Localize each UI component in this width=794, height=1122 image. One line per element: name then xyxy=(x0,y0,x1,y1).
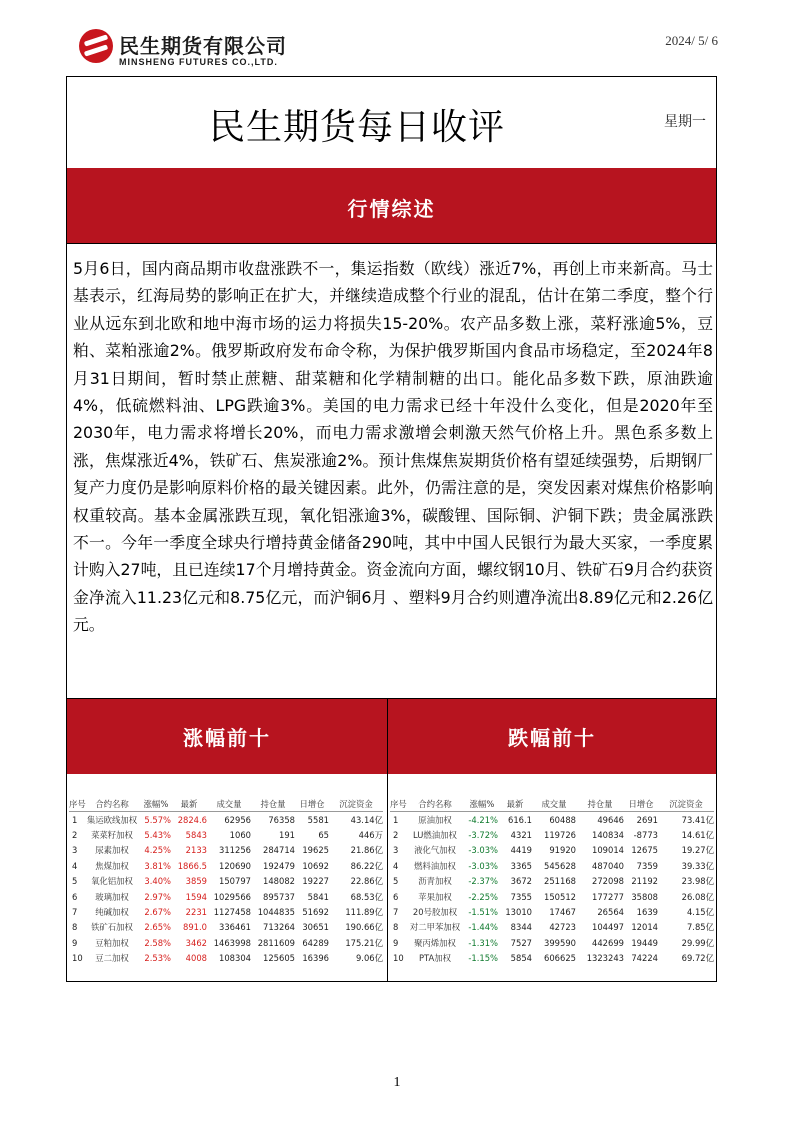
table-cell: 119726 xyxy=(544,830,576,841)
table-row xyxy=(390,858,714,873)
table-row xyxy=(390,812,714,828)
column-header: 成交量 xyxy=(532,797,576,812)
table-cell: 9 xyxy=(72,937,78,948)
table-cell: 2.97% xyxy=(144,891,171,902)
table-cell: 68.53亿 xyxy=(350,891,383,902)
table-cell: 3.40% xyxy=(144,876,171,887)
table-cell: 891.0 xyxy=(183,922,207,933)
table-cell: 150512 xyxy=(544,891,576,902)
table-cell: 29.99亿 xyxy=(681,937,714,948)
column-header: 成交量 xyxy=(207,797,251,812)
table-cell: 26564 xyxy=(597,907,624,918)
table-cell: 120690 xyxy=(219,860,251,871)
table-cell: 21.86亿 xyxy=(350,845,383,856)
column-header: 涨幅% xyxy=(466,797,498,812)
table-cell: 111.89亿 xyxy=(345,907,383,918)
table-cell: 19625 xyxy=(302,845,329,856)
table-cell: 1060 xyxy=(229,830,251,841)
table-cell: 2 xyxy=(72,830,78,841)
table-cell: 3 xyxy=(72,845,78,856)
table-cell: 8344 xyxy=(510,922,532,933)
table-cell: 74224 xyxy=(631,953,658,964)
table-cell: 5.57% xyxy=(144,814,171,825)
table-cell: 2.58% xyxy=(144,937,171,948)
table-row xyxy=(69,904,383,919)
table-cell: 17467 xyxy=(549,907,576,918)
table-cell: 2811609 xyxy=(257,937,295,948)
table-cell: 9 xyxy=(393,937,399,948)
table-cell: -3.72% xyxy=(468,830,498,841)
table-cell: 1866.5 xyxy=(177,860,207,871)
table-cell: 177277 xyxy=(592,891,624,902)
table-cell: 10 xyxy=(393,953,404,964)
table-cell: 5581 xyxy=(307,814,329,825)
table-cell: 1323243 xyxy=(586,953,624,964)
table-cell: 苹果加权 xyxy=(418,891,452,902)
table-row xyxy=(69,858,383,873)
table-cell: 焦煤加权 xyxy=(95,860,129,871)
table-cell: 49646 xyxy=(597,814,624,825)
table-row xyxy=(69,843,383,858)
table-cell: 豆二加权 xyxy=(95,953,129,964)
table-cell: 62956 xyxy=(224,814,251,825)
table-cell: 606625 xyxy=(544,953,576,964)
report-frame xyxy=(66,76,717,982)
table-cell: 9.06亿 xyxy=(355,953,383,964)
table-row xyxy=(390,889,714,904)
table-cell: 108304 xyxy=(219,953,251,964)
column-header: 最新 xyxy=(498,797,532,812)
table-cell: 4.25% xyxy=(144,845,171,856)
table-cell: 1044835 xyxy=(257,907,295,918)
table-cell: -1.15% xyxy=(468,953,498,964)
table-cell: 3 xyxy=(393,845,399,856)
table-cell: PTA加权 xyxy=(419,953,451,964)
weekday-label: 星期一 xyxy=(664,114,706,130)
table-cell: 7527 xyxy=(510,937,532,948)
company-name-cn: 民生期货有限公司 xyxy=(119,34,287,58)
column-header: 序号 xyxy=(69,797,83,812)
table-cell: 19.27亿 xyxy=(681,845,714,856)
table-cell: 3365 xyxy=(510,860,532,871)
table-cell: 616.1 xyxy=(508,814,532,825)
table-cell: 190.66亿 xyxy=(345,922,383,933)
table-cell: 442699 xyxy=(592,937,624,948)
table-cell: 纯碱加权 xyxy=(95,907,129,918)
losers-table xyxy=(390,797,714,966)
table-cell: -8773 xyxy=(633,830,658,841)
table-cell: 5854 xyxy=(510,953,532,964)
table-cell: 713264 xyxy=(263,922,295,933)
table-cell: 8 xyxy=(72,922,78,933)
gainers-header-row xyxy=(69,797,383,812)
table-cell: -2.37% xyxy=(468,876,498,887)
table-row xyxy=(69,889,383,904)
table-row xyxy=(390,951,714,966)
table-cell: LU燃油加权 xyxy=(413,830,457,841)
table-cell: 895737 xyxy=(263,891,295,902)
table-cell: 487040 xyxy=(592,860,624,871)
table-cell: 2231 xyxy=(185,907,207,918)
table-cell: 19449 xyxy=(631,937,658,948)
table-cell: 1029566 xyxy=(213,891,251,902)
table-cell: 4008 xyxy=(185,953,207,964)
table-cell: 10692 xyxy=(302,860,329,871)
table-cell: 集运欧线加权 xyxy=(86,814,138,825)
table-cell: 2 xyxy=(393,830,399,841)
table-cell: 4 xyxy=(393,860,399,871)
table-cell: 446万 xyxy=(358,830,383,841)
table-row xyxy=(390,874,714,889)
table-cell: 35808 xyxy=(631,891,658,902)
table-cell: 191 xyxy=(279,830,295,841)
table-cell: 原油加权 xyxy=(418,814,452,825)
table-cell: 3859 xyxy=(185,876,207,887)
table-cell: 5841 xyxy=(307,891,329,902)
table-cell: 26.08亿 xyxy=(681,891,714,902)
column-header: 最新 xyxy=(171,797,207,812)
table-cell: 14.61亿 xyxy=(681,830,714,841)
table-cell: 148082 xyxy=(263,876,295,887)
table-row xyxy=(390,920,714,935)
table-cell: -3.03% xyxy=(468,860,498,871)
table-cell: 109014 xyxy=(592,845,624,856)
column-header: 持仓量 xyxy=(576,797,624,812)
market-overview-title: 行情综述 xyxy=(347,197,436,221)
table-cell: -4.21% xyxy=(468,814,498,825)
table-cell: 3672 xyxy=(510,876,532,887)
company-name-en: MINSHENG FUTURES CO.,LTD. xyxy=(119,57,278,67)
table-cell: 1 xyxy=(393,814,399,825)
table-cell: 7.85亿 xyxy=(686,922,714,933)
table-cell: 21192 xyxy=(631,876,658,887)
column-header: 合约名称 xyxy=(404,797,466,812)
column-header: 涨幅% xyxy=(141,797,171,812)
table-cell: 1 xyxy=(72,814,78,825)
table-cell: 12014 xyxy=(631,922,658,933)
table-cell: -1.31% xyxy=(468,937,498,948)
table-cell: 5 xyxy=(72,876,78,887)
column-header: 序号 xyxy=(390,797,404,812)
losers-header-row xyxy=(390,797,714,812)
table-cell: 140834 xyxy=(592,830,624,841)
table-cell: 251168 xyxy=(544,876,576,887)
table-cell: 7355 xyxy=(510,891,532,902)
table-cell: 272098 xyxy=(592,876,624,887)
table-cell: -2.25% xyxy=(468,891,498,902)
table-cell: 液化气加权 xyxy=(414,845,456,856)
table-cell: 4.15亿 xyxy=(686,907,714,918)
table-cell: 2691 xyxy=(636,814,658,825)
table-cell: 16396 xyxy=(302,953,329,964)
gainers-body xyxy=(69,812,383,966)
gainers-title: 涨幅前十 xyxy=(67,699,387,774)
table-row xyxy=(390,904,714,919)
table-cell: 豆粕加权 xyxy=(95,937,129,948)
table-cell: 104497 xyxy=(592,922,624,933)
table-cell: 30651 xyxy=(302,922,329,933)
page-number: 1 xyxy=(393,1075,401,1090)
table-cell: 铁矿石加权 xyxy=(91,922,133,933)
table-cell: 氧化铝加权 xyxy=(91,876,133,887)
table-cell: 沥青加权 xyxy=(418,876,452,887)
table-row xyxy=(390,843,714,858)
table-row xyxy=(390,935,714,950)
table-cell: 51692 xyxy=(302,907,329,918)
market-overview-header xyxy=(67,168,716,244)
table-cell: 284714 xyxy=(263,845,295,856)
table-cell: 菜菜籽加权 xyxy=(91,830,133,841)
table-cell: 311256 xyxy=(219,845,251,856)
column-header: 日增仓 xyxy=(295,797,329,812)
column-header: 沉淀资金 xyxy=(658,797,714,812)
table-cell: 6 xyxy=(393,891,399,902)
column-header: 合约名称 xyxy=(83,797,141,812)
company-logo xyxy=(79,29,319,71)
logo-mark-icon xyxy=(79,29,113,63)
table-cell: 玻璃加权 xyxy=(95,891,129,902)
table-cell: 150797 xyxy=(219,876,251,887)
table-row xyxy=(390,827,714,842)
table-cell: 22.86亿 xyxy=(350,876,383,887)
table-cell: 10 xyxy=(72,953,83,964)
table-cell: 3462 xyxy=(185,937,207,948)
table-row xyxy=(69,827,383,842)
table-cell: 5.43% xyxy=(144,830,171,841)
market-summary-text: 5月6日，国内商品期市收盘涨跌不一，集运指数（欧线）涨近7%，再创上市来新高。马士基表示，红海局势的影响正在扩大，并继续造成整个行业的混乱，估计在第二季度，整个行业从远东到北欧和地中海市场的运力将损失15-20%。农产品多数上涨，菜籽涨逾5%，豆粕、菜粕涨逾2%。俄罗斯政府发布命令称，为保护俄罗斯国内食品市场稳定，至2024年8月31日期间，暂时禁止蔗糖、甜菜糖和化学精制糖的出口。能化品多数下跌，原油跌逾4%，低硫燃料油、LPG跌逾3%。美国的电力需求已经十年没什么变化，但是2020年至2030年，电力需求将增长20%，而电力需求激增会刺激天然气价格上升。黑色系多数上涨，焦煤涨近4%，铁矿石、焦炭涨逾2%。预计焦煤焦炭期货价格有望延续强势，后期钢厂复产力度仍是影响原料价格的最关键因素。此外，仍需注意的是，突发因素对煤焦价格影响权重较高。基本金属涨跌互现，氧化铝涨逾3%，碳酸锂、国际铜、沪铜下跌；贵金属涨跌不一。今年一季度全球央行增持黄金储备290吨，其中中国人民银行为最大买家，一季度累计购入27吨，且已连续17个月增持黄金。资金流向方面，螺纹钢10月、铁矿石9月合约获资金净流入11.23亿元和8.75亿元，而沪铜6月 、塑料9月合约则遭净流出8.89亿元和2.26亿元。 xyxy=(73,259,713,635)
table-cell: 2824.6 xyxy=(177,814,207,825)
table-cell: 125605 xyxy=(263,953,295,964)
table-cell: 39.33亿 xyxy=(681,860,714,871)
table-cell: 76358 xyxy=(268,814,295,825)
ranking-section xyxy=(67,698,716,982)
table-cell: 20号胶加权 xyxy=(412,907,458,918)
table-cell: 65 xyxy=(318,830,329,841)
table-cell: 43.14亿 xyxy=(350,814,383,825)
table-cell: 7 xyxy=(393,907,399,918)
table-cell: 64289 xyxy=(302,937,329,948)
table-cell: 192479 xyxy=(263,860,295,871)
table-cell: 91920 xyxy=(549,845,576,856)
table-cell: -1.44% xyxy=(468,922,498,933)
table-cell: 336461 xyxy=(219,922,251,933)
table-cell: -3.03% xyxy=(468,845,498,856)
losers-panel xyxy=(388,699,716,982)
table-cell: 2.67% xyxy=(144,907,171,918)
table-cell: 1463998 xyxy=(213,937,251,948)
column-header: 沉淀资金 xyxy=(329,797,383,812)
table-cell: 12675 xyxy=(631,845,658,856)
table-cell: 4 xyxy=(72,860,78,871)
table-cell: 73.41亿 xyxy=(681,814,714,825)
gainers-table xyxy=(69,797,383,966)
table-cell: 3.81% xyxy=(144,860,171,871)
table-cell: 42723 xyxy=(549,922,576,933)
column-header: 持仓量 xyxy=(251,797,295,812)
table-cell: 5843 xyxy=(185,830,207,841)
table-cell: 7359 xyxy=(636,860,658,871)
table-cell: 2133 xyxy=(185,845,207,856)
table-row xyxy=(69,920,383,935)
table-cell: 19227 xyxy=(302,876,329,887)
table-cell: 86.22亿 xyxy=(350,860,383,871)
table-cell: 2.53% xyxy=(144,953,171,964)
table-cell: 4321 xyxy=(510,830,532,841)
table-cell: 545628 xyxy=(544,860,576,871)
gainers-panel xyxy=(67,699,388,982)
table-cell: 13010 xyxy=(505,907,532,918)
table-cell: 1594 xyxy=(185,891,207,902)
table-cell: 23.98亿 xyxy=(681,876,714,887)
table-cell: 399590 xyxy=(544,937,576,948)
table-cell: 聚丙烯加权 xyxy=(414,937,456,948)
table-cell: 1127458 xyxy=(213,907,251,918)
report-date: 2024/ 5/ 6 xyxy=(665,33,718,48)
title-row xyxy=(67,77,716,169)
losers-body xyxy=(390,812,714,966)
page-title: 民生期货每日收评 xyxy=(208,107,505,148)
table-row xyxy=(69,812,383,828)
losers-title: 跌幅前十 xyxy=(388,699,716,774)
table-cell: 7 xyxy=(72,907,78,918)
table-cell: 6 xyxy=(72,891,78,902)
table-row xyxy=(69,935,383,950)
table-cell: 1639 xyxy=(636,907,658,918)
table-cell: 尿素加权 xyxy=(95,845,129,856)
table-cell: 2.65% xyxy=(144,922,171,933)
table-cell: 燃料油加权 xyxy=(414,860,456,871)
table-cell: 8 xyxy=(393,922,399,933)
table-row xyxy=(69,951,383,966)
table-cell: 5 xyxy=(393,876,399,887)
table-cell: -1.51% xyxy=(468,907,498,918)
table-cell: 175.21亿 xyxy=(345,937,383,948)
column-header: 日增仓 xyxy=(624,797,658,812)
table-cell: 60488 xyxy=(549,814,576,825)
table-cell: 4419 xyxy=(510,845,532,856)
table-row xyxy=(69,874,383,889)
table-cell: 对二甲苯加权 xyxy=(409,922,461,933)
table-cell: 69.72亿 xyxy=(681,953,714,964)
